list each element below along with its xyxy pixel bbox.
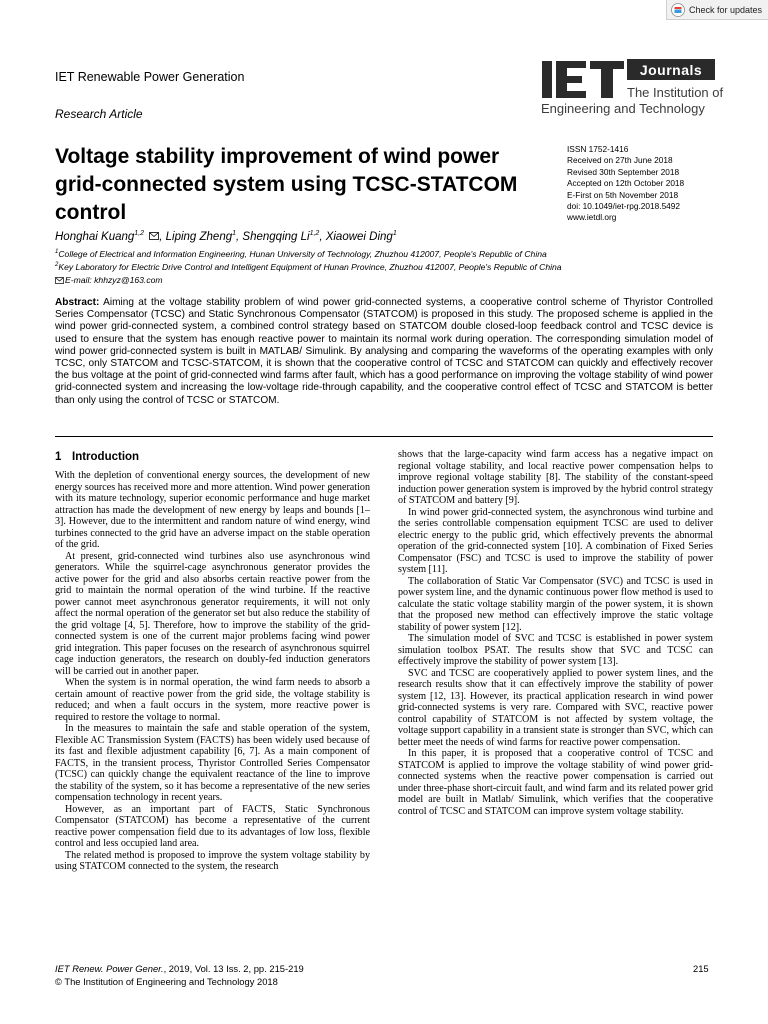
author-name: Xiaowei Ding — [325, 230, 393, 243]
author-sup: 1 — [232, 230, 237, 237]
journal-name: IET Renewable Power Generation — [55, 70, 245, 84]
paragraph: The collaboration of Static Var Compensator (SVC) and TCSC is used in power system line, and the dynamic continuous power flow method is used to calculate the static voltage stability margin of the power system, it is shown that the proposed new method can effectively improve the static voltage stability of power system [12]. — [398, 575, 713, 633]
affiliation-sup: 1 — [55, 249, 59, 256]
website-link[interactable]: www.ietdl.org — [567, 212, 617, 223]
affiliation-1 — [55, 249, 547, 259]
journals-label: Journals — [627, 59, 715, 80]
author-name: Shengqing Li — [242, 230, 310, 243]
paragraph: In wind power grid-connected system, the asynchronous wind turbine and the series controllable compensation equipment TCSC are used to deliver electric energy to the public grid, which effectively prevents the abnormal operation of the grid-connected system [10]. A combination of Fixed Series Compensator (FSC) and TCSC is used to improve the stability of power system [11]. — [398, 506, 713, 575]
doi[interactable]: doi: 10.1049/iet-rpg.2018.5492 — [567, 201, 681, 212]
article-title — [55, 143, 555, 227]
email-text[interactable]: E-mail: khhzyz@163.com — [65, 275, 163, 285]
author-name: Liping Zheng — [165, 230, 233, 243]
footer-copyright: © The Institution of Engineering and Technology 2018 — [55, 976, 278, 987]
check-for-updates-button[interactable] — [666, 0, 768, 20]
affiliation-2 — [55, 262, 562, 272]
paragraph: The related method is proposed to improve the system voltage stability by using STATCOM connected to the system, the research — [55, 849, 370, 872]
abstract-label: Abstract: — [55, 297, 100, 308]
footer-citation — [55, 963, 304, 974]
divider — [55, 436, 713, 437]
author-sup: 1,2 — [309, 230, 320, 237]
paragraph: In the measures to maintain the safe and stable operation of the system, Flexible AC Transmission System (FACTS) has been widely used because of its fast and flexible adjustment capability [6, 7]. As a main component of FACTS, in the transient process, Thyristor Controlled Series Compensator (TCSC) can quickly change the equivalent reactance of the line to improve the stability of the system, so it has become a representative of the new series compensation technology in recent years. — [55, 723, 370, 803]
paragraph: shows that the large-capacity wind farm access has a negative impact on regional voltage stability, and local reactive power compensation helps to improve regional voltage stability [8]. The stability of the constant-speed induction power generation system is improved by the hybrid control strategy of STATCOM and battery [9]. — [398, 449, 713, 506]
author-list: Honghai Kuang$^{1,2}$ , Liping Zheng$^1$, Shengqing Li$^{1,2}$, Xiaowei Ding$^1$ — [55, 230, 397, 243]
paragraph: With the depletion of conventional energy sources, the development of new energy sources has received more and more attention. Wind power generation with its mature technology, superior economic performance and huge market attraction has made the development of new energy by leaps and bounds [1–3]. However, due to the intermittent and random nature of wind energy, wind turbines connected to the grid have an adverse impact on the stable operation of the grid. — [55, 470, 370, 550]
accepted-date: Accepted on 12th October 2018 — [567, 178, 685, 189]
left-column — [55, 450, 370, 873]
institution-line-1: The Institution of — [627, 85, 724, 100]
issn: ISSN 1752-1416 — [567, 144, 629, 154]
affiliation-text: College of Electrical and Information Engineering, Hunan University of Technology, Zhuzhou 412007, People's Republic of China — [58, 249, 547, 259]
received-date: Received on 27th June 2018 — [567, 155, 673, 166]
efirst-date: E-First on 5th November 2018 — [567, 189, 679, 200]
paragraph: SVC and TCSC are cooperatively applied to power system lines, and the research results show that it can effectively improve the stability of power system [12, 13]. However, its practical application research in wind power grid-connected systems is very rare. Compared with SVC, reactive power control capability of STATCOM is not affected by system voltage, the voltage support capability in a transient state is stronger than SVC, which can better meet the needs of wind farms for reactive power compensation. — [398, 667, 713, 748]
paragraph: In this paper, it is proposed that a cooperative control of TCSC and STATCOM is applied to improve the voltage stability of wind power grid-connected systems when the reactive power compensation is carried out under three-phase short-circuit fault, and wind farm and its related power grid model are built in Matlab/ Simulink, which verifies that the cooperative control of TCSC and STATCOM can improve system voltage stability. — [398, 748, 713, 817]
abstract — [55, 297, 713, 407]
right-column — [398, 449, 713, 817]
title-line: control — [55, 201, 127, 224]
page-number: 215 — [693, 963, 709, 974]
title-line: Voltage stability improvement of wind power — [55, 145, 500, 168]
section-number: 1 — [55, 451, 62, 463]
check-for-updates-label: Check for updates — [689, 4, 763, 15]
paragraph: However, as an important part of FACTS, Static Synchronous Compensator (STATCOM) has become a representative of the current reactive power compensation field due to its advantages of low loss, flexible control and less occupied land area. — [55, 803, 370, 849]
paragraph: When the system is in normal operation, the wind farm needs to absorb a certain amount of reactive power from the grid side, the voltage stability is reduced; and when a fault occurs in the system, more reactive power is required to restore the voltage to normal. — [55, 677, 370, 723]
title-line: grid-connected system using TCSC-STATCOM — [55, 173, 518, 196]
section-heading — [55, 450, 370, 465]
section-title: Introduction — [72, 451, 140, 463]
envelope-icon — [149, 231, 159, 243]
affiliation-text: Key Laboratory for Electric Drive Control and Intelligent Equipment of Hunan Province, Zhuzhou 412007, People's Republic of China — [58, 262, 562, 272]
article-type: Research Article — [55, 107, 143, 121]
article-metadata — [567, 144, 684, 224]
crossmark-icon — [671, 3, 685, 17]
author-sup: 1 — [392, 230, 397, 237]
institution-line-2: Engineering and Technology — [541, 101, 705, 116]
revised-date: Revised 30th September 2018 — [567, 166, 680, 177]
iet-logo-mark — [541, 58, 625, 98]
affiliation-sup: 2 — [55, 262, 59, 269]
paragraph: At present, grid-connected wind turbines also use asynchronous wind generators. While the squirrel-cage asynchronous generator provides the active power for the grid and also absorbs certain reactive power from the grid to maintain the normal operation of the wind turbine. If the reactive power cannot meet asynchronous generator requirements, it will not only affect the normal operation of the generator set but also reduce the stability of the grid voltage [4, 5]. Therefore, how to improve the stability of the grid-connected system is one of the current major problems facing wind power grid integration. This paper focuses on the research of asynchronous squirrel cage induction generators, the research on doubly-fed induction generators will be carried out in another paper. — [55, 550, 370, 677]
footer-journal-abbrev: IET Renew. Power Gener. — [55, 963, 164, 974]
paragraph: The simulation model of SVC and TCSC is established in power system simulation toolbox PSAT. The results show that SVC and TCSC can effectively improve the stability of power system [13]. — [398, 633, 713, 667]
author-name: Honghai Kuang — [55, 230, 135, 243]
author-sup: 1,2 — [134, 230, 145, 237]
footer-citation-text: , 2019, Vol. 13 Iss. 2, pp. 215-219 — [163, 963, 304, 974]
envelope-icon — [55, 276, 64, 286]
abstract-text: Aiming at the voltage stability problem of wind power grid-connected systems, a cooperative control scheme of Thyristor Controlled Series Compensator (TCSC) and Static Synchronous Compensator (STATCOM) is proposed in this study. The proposed scheme is applied in the wind power grid-connected system, a combined control strategy based on STATCOM double closed-loop feedback control and TCSC device is used to ensure that the system has enough reactive power to maintain its normal work during operation. The corresponding simulation model of wind power grid-connected system is built in MATLAB/ Simulink. By analysing and comparing the waveforms of the operating examples with only TCSC, only STATCOM and TCSC-STATCOM, it is shown that the cooperative control of TCSC and STATCOM can quickly and effectively recover the bus voltage at the point of grid-connected wind farms after fault, which has a good performance on improving the voltage stability of wind power grid-connected system and increasing the low-voltage ride-through capability, and the cooperative control effect of TCSC and STATCOM is better than only using the control of TCSC or STATCOM. — [55, 297, 713, 406]
corresponding-email — [55, 275, 163, 286]
iet-journals-logo — [541, 58, 724, 120]
